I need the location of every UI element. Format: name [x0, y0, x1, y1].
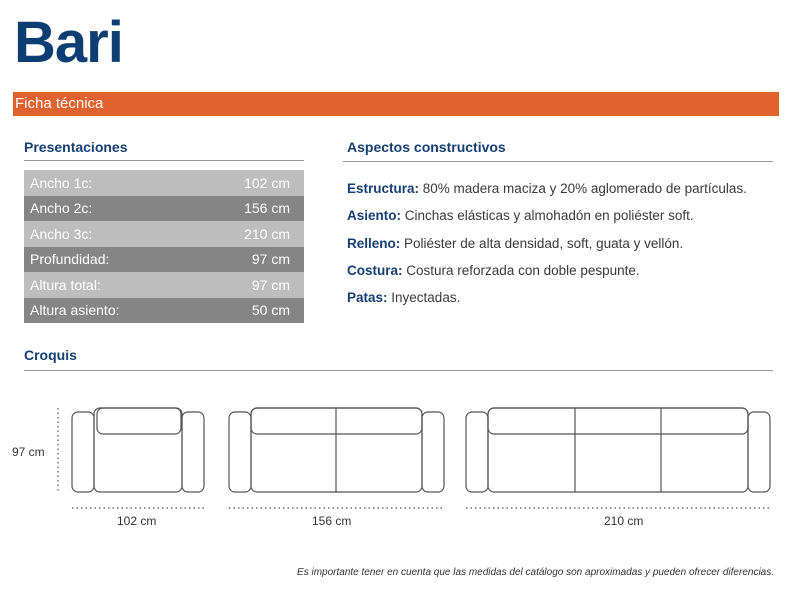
- row-value: 102 cm: [196, 170, 304, 196]
- sofa-3-seat-drawing: [466, 408, 770, 492]
- width-dimension-label-1: 102 cm: [117, 514, 157, 528]
- list-item: [347, 263, 747, 290]
- table-row: [24, 272, 304, 298]
- row-label: Altura total:: [24, 272, 196, 298]
- list-item: [347, 181, 747, 208]
- item-text: Cinchas elásticas y almohadón en poliéster soft.: [401, 208, 694, 224]
- row-value: 156 cm: [196, 196, 304, 222]
- product-title: Bari: [14, 10, 123, 75]
- item-label: Patas:: [347, 290, 388, 306]
- row-label: Ancho 1c:: [24, 170, 196, 196]
- aspectos-list: [347, 181, 747, 317]
- item-label: Estructura:: [347, 181, 420, 196]
- row-value: 97 cm: [196, 272, 304, 298]
- row-label: Profundidad:: [24, 247, 196, 273]
- sofa-1-seat-drawing: [72, 408, 204, 492]
- row-value: 210 cm: [196, 221, 304, 247]
- row-value: 97 cm: [196, 247, 304, 273]
- sofa-2-seat-drawing: [229, 408, 444, 492]
- row-label: Ancho 3c:: [24, 221, 196, 247]
- item-label: Relleno:: [347, 235, 401, 251]
- table-row: [24, 196, 304, 222]
- item-text: Costura reforzada con doble pespunte.: [402, 262, 640, 278]
- list-item: [347, 290, 747, 317]
- height-dimension-label: 97 cm: [12, 445, 45, 459]
- aspectos-heading: Aspectos constructivos: [347, 139, 506, 155]
- croquis-heading: Croquis: [24, 347, 77, 363]
- row-value: 50 cm: [196, 298, 304, 324]
- item-text: Inyectadas.: [387, 290, 461, 306]
- item-text: Poliéster de alta densidad, soft, guata y vellón.: [400, 235, 684, 251]
- section-banner: Ficha técnica: [13, 92, 779, 116]
- table-row: [24, 298, 304, 324]
- presentaciones-table: [24, 170, 304, 323]
- presentaciones-divider: [24, 160, 304, 161]
- table-row: [24, 221, 304, 247]
- item-label: Asiento:: [347, 208, 401, 224]
- list-item: [347, 236, 747, 263]
- disclaimer-footnote: Es importante tener en cuenta que las medidas del catálogo son aproximadas y pueden ofrecer diferencias.: [297, 567, 774, 578]
- row-label: Ancho 2c:: [24, 196, 196, 222]
- aspectos-divider: [343, 161, 773, 162]
- width-dimension-label-3: 210 cm: [604, 514, 644, 528]
- width-dimension-label-2: 156 cm: [312, 514, 352, 528]
- table-row: [24, 247, 304, 273]
- row-label: Altura asiento:: [24, 298, 196, 324]
- item-text: 80% madera maciza y 20% aglomerado de partículas.: [419, 181, 747, 196]
- presentaciones-heading: Presentaciones: [24, 139, 128, 155]
- item-label: Costura:: [347, 262, 403, 278]
- list-item: [347, 208, 747, 235]
- table-row: [24, 170, 304, 196]
- croquis-divider: [24, 370, 773, 371]
